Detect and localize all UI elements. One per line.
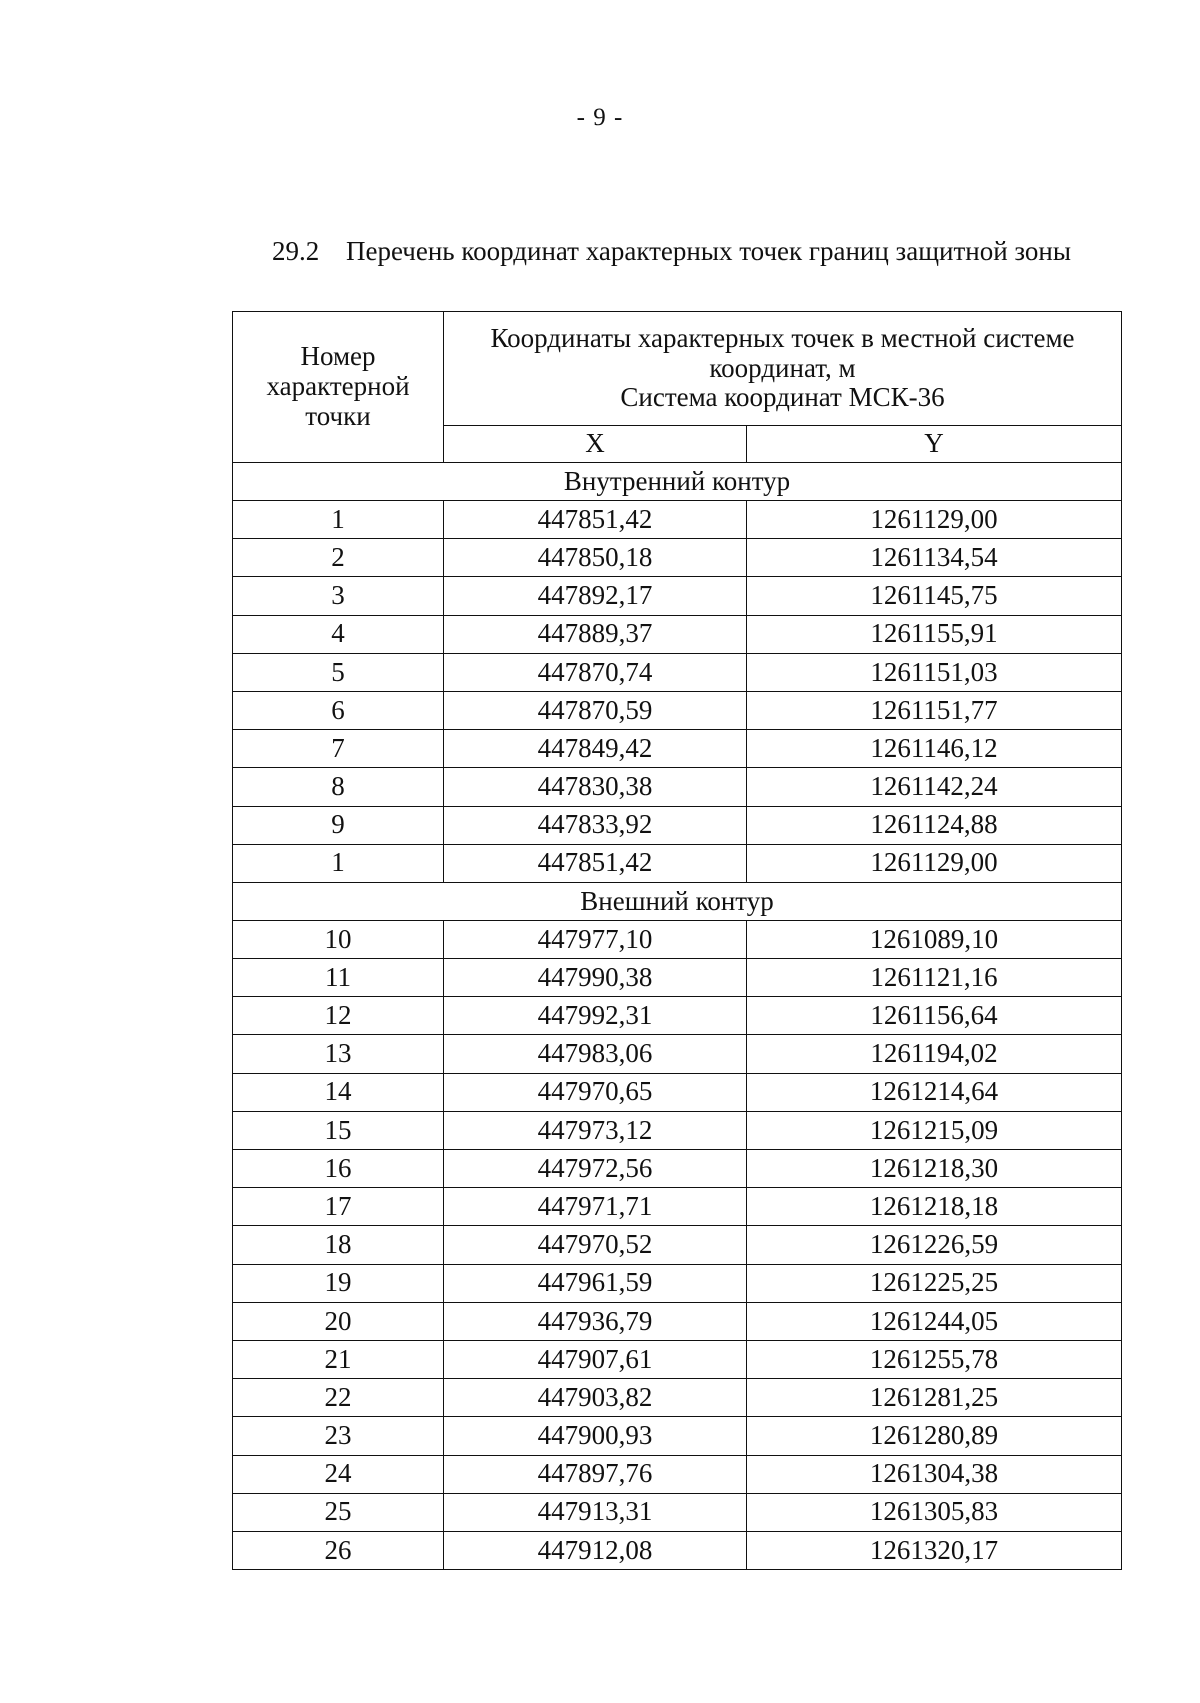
point-number-cell: 1 — [233, 501, 444, 539]
point-number-cell: 3 — [233, 577, 444, 615]
x-coordinate-cell: 447889,37 — [444, 615, 747, 653]
table-row — [233, 1455, 1122, 1493]
table-body — [233, 463, 1122, 1570]
y-coordinate-cell: 1261304,38 — [747, 1455, 1122, 1493]
x-coordinate-cell: 447913,31 — [444, 1493, 747, 1531]
point-number-cell: 16 — [233, 1150, 444, 1188]
table-row — [233, 768, 1122, 806]
header-coordinates-line2: координат, м — [709, 352, 856, 383]
table-row — [233, 844, 1122, 882]
y-coordinate-cell: 1261129,00 — [747, 844, 1122, 882]
x-coordinate-cell: 447971,71 — [444, 1188, 747, 1226]
point-number-cell: 17 — [233, 1188, 444, 1226]
x-coordinate-cell: 447870,74 — [444, 653, 747, 691]
table-row — [233, 1188, 1122, 1226]
table-row — [233, 501, 1122, 539]
section-heading — [272, 236, 1071, 267]
table-row — [233, 615, 1122, 653]
header-coordinates-line3: Система координат МСК-36 — [620, 382, 945, 413]
table-row — [233, 1073, 1122, 1111]
point-number-cell: 26 — [233, 1531, 444, 1569]
point-number-cell: 14 — [233, 1073, 444, 1111]
header-coordinates — [444, 312, 1122, 426]
inner-contour-group-row — [233, 463, 1122, 501]
point-number-cell: 8 — [233, 768, 444, 806]
point-number-cell: 11 — [233, 959, 444, 997]
y-coordinate-cell: 1261215,09 — [747, 1111, 1122, 1149]
y-coordinate-cell: 1261218,30 — [747, 1150, 1122, 1188]
point-number-cell: 4 — [233, 615, 444, 653]
x-coordinate-cell: 447833,92 — [444, 806, 747, 844]
section-title: Перечень координат характерных точек границ защитной зоны — [346, 236, 1071, 266]
table-row — [233, 920, 1122, 958]
point-number-cell: 23 — [233, 1417, 444, 1455]
point-number-cell: 7 — [233, 730, 444, 768]
x-coordinate-cell: 447977,10 — [444, 920, 747, 958]
x-coordinate-cell: 447849,42 — [444, 730, 747, 768]
y-coordinate-cell: 1261146,12 — [747, 730, 1122, 768]
coordinates-table — [232, 311, 1122, 1570]
table-row — [233, 1493, 1122, 1531]
x-coordinate-cell: 447850,18 — [444, 539, 747, 577]
point-number-cell: 2 — [233, 539, 444, 577]
header-x: X — [444, 425, 747, 462]
table-row — [233, 1531, 1122, 1569]
table-row — [233, 730, 1122, 768]
table-row — [233, 1379, 1122, 1417]
point-number-cell: 20 — [233, 1302, 444, 1340]
x-coordinate-cell: 447990,38 — [444, 959, 747, 997]
x-coordinate-cell: 447851,42 — [444, 501, 747, 539]
table-row — [233, 1111, 1122, 1149]
x-coordinate-cell: 447912,08 — [444, 1531, 747, 1569]
point-number-cell: 6 — [233, 691, 444, 729]
y-coordinate-cell: 1261244,05 — [747, 1302, 1122, 1340]
y-coordinate-cell: 1261121,16 — [747, 959, 1122, 997]
table-row — [233, 959, 1122, 997]
y-coordinate-cell: 1261255,78 — [747, 1340, 1122, 1378]
table-row — [233, 1226, 1122, 1264]
point-number-cell: 9 — [233, 806, 444, 844]
point-number-cell: 25 — [233, 1493, 444, 1531]
point-number-cell: 18 — [233, 1226, 444, 1264]
table-row — [233, 1264, 1122, 1302]
x-coordinate-cell: 447907,61 — [444, 1340, 747, 1378]
header-point-number-line2: характерной — [266, 371, 410, 402]
y-coordinate-cell: 1261134,54 — [747, 539, 1122, 577]
point-number-cell: 13 — [233, 1035, 444, 1073]
page-number: - 9 - — [576, 104, 624, 131]
y-coordinate-cell: 1261218,18 — [747, 1188, 1122, 1226]
point-number-cell: 21 — [233, 1340, 444, 1378]
y-coordinate-cell: 1261129,00 — [747, 501, 1122, 539]
point-number-cell: 22 — [233, 1379, 444, 1417]
y-coordinate-cell: 1261226,59 — [747, 1226, 1122, 1264]
header-coordinates-line1: Координаты характерных точек в местной системе — [490, 322, 1075, 353]
x-coordinate-cell: 447936,79 — [444, 1302, 747, 1340]
outer-contour-group-row — [233, 882, 1122, 920]
y-coordinate-cell: 1261194,02 — [747, 1035, 1122, 1073]
y-coordinate-cell: 1261320,17 — [747, 1531, 1122, 1569]
x-coordinate-cell: 447972,56 — [444, 1150, 747, 1188]
x-coordinate-cell: 447900,93 — [444, 1417, 747, 1455]
point-number-cell: 5 — [233, 653, 444, 691]
table-row — [233, 806, 1122, 844]
y-coordinate-cell: 1261305,83 — [747, 1493, 1122, 1531]
point-number-cell: 19 — [233, 1264, 444, 1302]
table-row — [233, 653, 1122, 691]
table-row — [233, 997, 1122, 1035]
x-coordinate-cell: 447903,82 — [444, 1379, 747, 1417]
x-coordinate-cell: 447961,59 — [444, 1264, 747, 1302]
y-coordinate-cell: 1261151,77 — [747, 691, 1122, 729]
x-coordinate-cell: 447892,17 — [444, 577, 747, 615]
x-coordinate-cell: 447992,31 — [444, 997, 747, 1035]
table-row — [233, 1302, 1122, 1340]
point-number-cell: 10 — [233, 920, 444, 958]
point-number-cell: 12 — [233, 997, 444, 1035]
y-coordinate-cell: 1261281,25 — [747, 1379, 1122, 1417]
x-coordinate-cell: 447970,65 — [444, 1073, 747, 1111]
y-coordinate-cell: 1261225,25 — [747, 1264, 1122, 1302]
y-coordinate-cell: 1261089,10 — [747, 920, 1122, 958]
inner-contour-label: Внутренний контур — [233, 463, 1122, 501]
x-coordinate-cell: 447970,52 — [444, 1226, 747, 1264]
y-coordinate-cell: 1261145,75 — [747, 577, 1122, 615]
table-row — [233, 1035, 1122, 1073]
y-coordinate-cell: 1261142,24 — [747, 768, 1122, 806]
y-coordinate-cell: 1261124,88 — [747, 806, 1122, 844]
y-coordinate-cell: 1261156,64 — [747, 997, 1122, 1035]
table-row — [233, 539, 1122, 577]
outer-contour-label: Внешний контур — [233, 882, 1122, 920]
x-coordinate-cell: 447897,76 — [444, 1455, 747, 1493]
y-coordinate-cell: 1261280,89 — [747, 1417, 1122, 1455]
x-coordinate-cell: 447851,42 — [444, 844, 747, 882]
header-point-number — [233, 312, 444, 463]
table-row — [233, 1417, 1122, 1455]
table-row — [233, 691, 1122, 729]
point-number-cell: 24 — [233, 1455, 444, 1493]
x-coordinate-cell: 447870,59 — [444, 691, 747, 729]
header-y: Y — [747, 425, 1122, 462]
y-coordinate-cell: 1261151,03 — [747, 653, 1122, 691]
x-coordinate-cell: 447983,06 — [444, 1035, 747, 1073]
table-row — [233, 1150, 1122, 1188]
x-coordinate-cell: 447973,12 — [444, 1111, 747, 1149]
header-point-number-line3: точки — [305, 400, 371, 431]
point-number-cell: 15 — [233, 1111, 444, 1149]
y-coordinate-cell: 1261214,64 — [747, 1073, 1122, 1111]
section-number: 29.2 — [272, 236, 320, 266]
point-number-cell: 1 — [233, 844, 444, 882]
table-row — [233, 577, 1122, 615]
x-coordinate-cell: 447830,38 — [444, 768, 747, 806]
y-coordinate-cell: 1261155,91 — [747, 615, 1122, 653]
table-row — [233, 1340, 1122, 1378]
header-point-number-line1: Номер — [300, 341, 376, 372]
